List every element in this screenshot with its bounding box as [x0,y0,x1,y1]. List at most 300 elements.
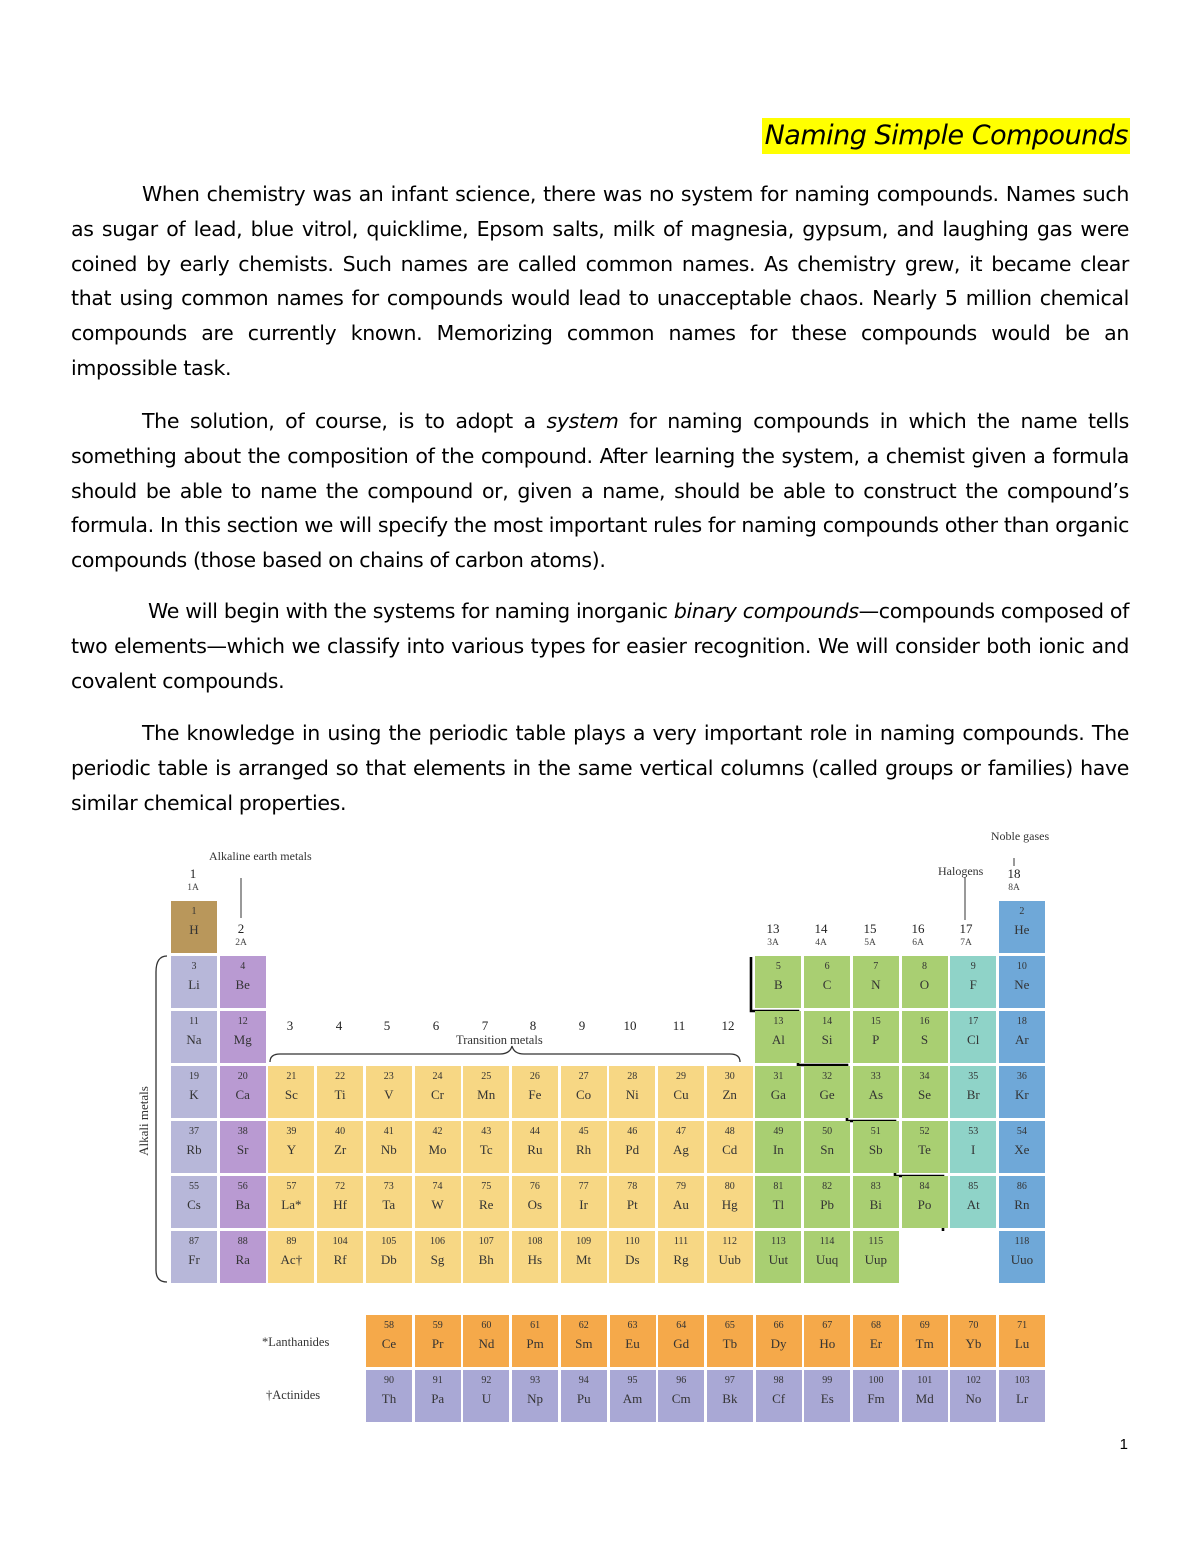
element-cell-sc [268,1066,314,1118]
element-cell-w [415,1176,461,1228]
element-cell-au [658,1176,704,1228]
element-symbol: U [481,1391,492,1406]
element-cell-uup [853,1231,899,1283]
group-number: 12 [721,1018,735,1033]
group-number: 15 [863,921,877,936]
element-symbol: Uut [768,1252,789,1267]
element-symbol: Pu [576,1391,591,1406]
atomic-number: 46 [627,1126,638,1137]
atomic-number: 41 [383,1126,394,1137]
transition-metals-brace [270,1046,740,1062]
group-subtitle: 5A [864,938,876,948]
element-symbol: Au [673,1197,689,1212]
atomic-number: 83 [870,1181,881,1192]
atomic-number: 104 [332,1236,348,1247]
atomic-number: 17 [968,1016,979,1027]
atomic-number: 12 [237,1016,248,1027]
atomic-number: 25 [481,1071,492,1082]
atomic-number: 6 [824,961,830,972]
element-cell-db [366,1231,412,1283]
group-subtitle: 4A [815,938,827,948]
atomic-number: 5 [775,961,781,972]
element-symbol: Er [869,1336,883,1351]
paragraph-system [71,404,1129,578]
element-cell-y [268,1121,314,1173]
atomic-number: 73 [383,1181,394,1192]
element-symbol: Th [381,1391,397,1406]
element-symbol: Sb [868,1142,883,1157]
element-cell-f [950,956,996,1008]
actinide-cell-no [950,1370,996,1422]
group-number: 18 [1007,866,1021,881]
element-symbol: Nd [478,1336,495,1351]
actinides-label: †Actinides [266,1388,321,1402]
atomic-number: 58 [384,1320,394,1331]
actinide-cell-cf [756,1370,802,1422]
element-symbol: Tm [915,1336,934,1351]
element-cell-ne [999,956,1045,1008]
element-symbol: Db [380,1252,397,1267]
lanthanide-cell-tm [902,1315,948,1367]
atomic-number: 96 [676,1375,687,1386]
element-symbol: Ne [1014,977,1030,992]
metalloid-staircase-line [751,957,943,1231]
element-symbol: Bk [722,1391,738,1406]
element-symbol: Cs [187,1197,201,1212]
atomic-number: 13 [773,1016,784,1027]
element-symbol: P [872,1032,880,1047]
actinide-cell-es [804,1370,850,1422]
atomic-number: 10 [1016,961,1027,972]
element-cell-fe [512,1066,558,1118]
lanthanide-cell-dy [756,1315,802,1367]
atomic-number: 56 [237,1181,248,1192]
atomic-number: 75 [481,1181,492,1192]
element-symbol: Lu [1014,1336,1030,1351]
element-cell-be [220,956,266,1008]
atomic-number: 3 [191,961,197,972]
element-cell-te [902,1121,948,1173]
atomic-number: 1 [191,906,197,917]
element-cell-sb [853,1121,899,1173]
alkaline-earth-label: Alkaline earth metals [209,849,312,863]
atomic-number: 45 [578,1126,589,1137]
element-symbol: Si [821,1032,833,1047]
element-cell-as [853,1066,899,1118]
atomic-number: 8 [922,961,927,972]
atomic-number: 80 [724,1181,735,1192]
group-subtitle: 3A [767,938,779,948]
element-symbol: V [384,1087,394,1102]
lanthanide-cell-nd [463,1315,509,1367]
actinide-cell-fm [853,1370,899,1422]
element-symbol: Cd [722,1142,738,1157]
atomic-number: 2 [1019,906,1025,917]
element-symbol: Ni [625,1087,639,1102]
atomic-number: 43 [481,1126,492,1137]
group-number: 16 [911,921,925,936]
atomic-number: 19 [189,1071,199,1082]
element-symbol: Al [771,1032,785,1047]
element-symbol: I [971,1142,976,1157]
atomic-number: 94 [578,1375,589,1386]
lanthanide-cell-ho [804,1315,850,1367]
element-symbol: Ga [770,1087,786,1102]
atomic-number: 54 [1016,1126,1027,1137]
group-subtitle: 7A [960,938,972,948]
atomic-number: 95 [627,1375,638,1386]
atomic-number: 79 [676,1181,686,1192]
element-cell-cu [658,1066,704,1118]
element-symbol: Pr [431,1336,444,1351]
group-subtitle: 8A [1008,883,1020,893]
atomic-number: 24 [432,1071,443,1082]
element-cell-pd [609,1121,655,1173]
atomic-number: 77 [578,1181,589,1192]
element-cell-in [755,1121,801,1173]
atomic-number: 30 [724,1071,735,1082]
element-symbol: Sc [284,1087,298,1102]
atomic-number: 40 [335,1126,346,1137]
element-symbol: Cl [967,1032,980,1047]
atomic-number: 42 [432,1126,443,1137]
element-symbol: Cu [673,1087,689,1102]
element-symbol: Yb [965,1336,982,1351]
element-cell-ag [658,1121,704,1173]
lanthanide-cell-sm [561,1315,607,1367]
element-symbol: Cr [431,1087,444,1102]
atomic-number: 9 [970,961,976,972]
atomic-number: 113 [771,1236,786,1247]
atomic-number: 78 [627,1181,638,1192]
element-cell-kr [999,1066,1045,1118]
element-symbol: Ho [819,1336,836,1351]
atomic-number: 118 [1014,1236,1030,1247]
element-cell-h [171,901,217,953]
element-symbol: Rg [673,1252,689,1267]
element-cell-uut [755,1231,801,1283]
element-symbol: Be [235,977,250,992]
atomic-number: 111 [673,1236,689,1247]
element-cell-ge [804,1066,850,1118]
element-cell-sn [804,1121,850,1173]
element-symbol: Rh [576,1142,592,1157]
element-symbol: S [920,1032,929,1047]
element-symbol: Kr [1015,1087,1029,1102]
element-cell-al [755,1011,801,1063]
group-subtitle: 2A [235,938,247,948]
element-cell-fr [171,1231,217,1283]
group-number: 8 [529,1018,537,1033]
paragraph-text: The solution, of course, is to adopt a system for naming compounds in which the name tells something about the composition of the compound. After learning the system, a chemist given a formula should be able to name the compound or, given a name, should be able to construct the compound’s formula. In this section we will specify the most important rules for naming compounds other than organic compounds (those based on chains of carbon atoms). [71,409,1129,573]
group-number: 17 [959,921,973,936]
element-cell-mo [415,1121,461,1173]
element-cell-ds [609,1231,655,1283]
element-symbol: Pb [820,1197,834,1212]
element-symbol: Bh [478,1252,494,1267]
group-number: 1 [189,866,197,881]
atomic-number: 76 [529,1181,540,1192]
element-cell-n [853,956,899,1008]
atomic-number: 67 [822,1320,833,1331]
group-number: 11 [672,1018,686,1033]
atomic-number: 103 [1014,1375,1030,1386]
element-symbol: Dy [770,1336,787,1351]
element-cell-po [902,1176,948,1228]
atomic-number: 26 [529,1071,540,1082]
element-symbol: Ac† [280,1252,303,1267]
page-title: Naming Simple Compounds [762,118,1130,154]
atomic-number: 15 [870,1016,881,1027]
element-cell-tl [755,1176,801,1228]
atomic-number: 70 [968,1320,979,1331]
group-number: 7 [481,1018,489,1033]
lanthanide-cell-pr [415,1315,461,1367]
element-symbol: F [969,977,977,992]
element-symbol: Fr [188,1252,200,1267]
noble-gases-label: Noble gases [990,829,1050,843]
lanthanide-cell-yb [950,1315,996,1367]
atomic-number: 86 [1016,1181,1027,1192]
group-subtitle: 6A [912,938,924,948]
element-cell-os [512,1176,558,1228]
element-cell-pt [609,1176,655,1228]
element-symbol: Mg [233,1032,252,1047]
atomic-number: 52 [919,1126,930,1137]
atomic-number: 69 [919,1320,930,1331]
element-symbol: N [871,977,881,992]
element-cell-hf [317,1176,363,1228]
element-symbol: Ds [625,1252,640,1267]
atomic-number: 107 [478,1236,494,1247]
element-cell-o [902,956,948,1008]
atomic-number: 31 [773,1071,784,1082]
atomic-number: 84 [919,1181,930,1192]
element-cell-tc [463,1121,509,1173]
element-symbol: Bi [869,1197,882,1212]
element-cell-at [950,1176,996,1228]
actinide-cell-pa [415,1370,461,1422]
element-cell-he [999,901,1045,953]
italic-term: binary compounds [673,599,859,623]
element-symbol: Re [478,1197,494,1212]
atomic-number: 49 [773,1126,784,1137]
element-symbol: Sn [820,1142,834,1157]
element-symbol: Pt [626,1197,638,1212]
atomic-number: 105 [381,1236,397,1247]
element-symbol: Ra [235,1252,250,1267]
group-number: 3 [286,1018,294,1033]
element-cell-se [902,1066,948,1118]
element-symbol: Fm [867,1391,885,1406]
atomic-number: 85 [968,1181,979,1192]
atomic-number: 59 [432,1320,443,1331]
element-symbol: Mo [428,1142,447,1157]
atomic-number: 91 [432,1375,443,1386]
element-cell-ar [999,1011,1045,1063]
element-symbol: Ag [673,1142,689,1157]
italic-term: system [546,409,619,433]
element-symbol: Ti [334,1087,346,1102]
paragraph-text: The knowledge in using the periodic table plays a very important role in naming compounds. The periodic table is arranged so that elements in the same vertical columns (called groups or families) have similar chemical properties. [71,721,1129,815]
element-cell-b [755,956,801,1008]
element-cell-ba [220,1176,266,1228]
atomic-number: 106 [430,1236,445,1247]
element-cell-v [366,1066,412,1118]
paragraph-common-names [71,177,1129,386]
lanthanide-cell-gd [658,1315,704,1367]
atomic-number: 33 [870,1071,881,1082]
element-symbol: Hs [527,1252,543,1267]
atomic-number: 72 [335,1181,346,1192]
atomic-number: 27 [578,1071,589,1082]
atomic-number: 22 [335,1071,346,1082]
element-cell-c [804,956,850,1008]
element-symbol: Ir [579,1197,588,1212]
element-symbol: Se [918,1087,931,1102]
element-symbol: Nb [380,1142,397,1157]
element-symbol: Tb [722,1336,738,1351]
element-symbol: In [772,1142,784,1157]
element-cell-mn [463,1066,509,1118]
atomic-number: 82 [822,1181,833,1192]
element-symbol: Pd [625,1142,640,1157]
atomic-number: 90 [384,1375,394,1386]
alkali-metals-label: Alkali metals [136,1086,151,1156]
group-subtitle: 1A [187,883,199,893]
element-symbol: Li [188,977,200,992]
atomic-number: 28 [627,1071,638,1082]
atomic-number: 92 [481,1375,492,1386]
element-symbol: Na [186,1032,202,1047]
element-cell-ni [609,1066,655,1118]
atomic-number: 55 [189,1181,199,1192]
atomic-number: 89 [286,1236,297,1247]
element-cell-sr [220,1121,266,1173]
atomic-number: 114 [819,1236,835,1247]
element-cell-zn [707,1066,753,1118]
element-cell-k [171,1066,217,1118]
atomic-number: 110 [624,1236,640,1247]
element-symbol: Xe [1014,1142,1030,1157]
element-symbol: Po [917,1197,932,1212]
atomic-number: 98 [773,1375,784,1386]
element-symbol: Ar [1015,1032,1029,1047]
atomic-number: 65 [724,1320,735,1331]
element-symbol: Fe [528,1087,542,1102]
atomic-number: 100 [868,1375,884,1386]
actinide-cell-md [902,1370,948,1422]
element-cell-uuq [804,1231,850,1283]
element-symbol: Sg [430,1252,445,1267]
element-symbol: Md [915,1391,934,1406]
element-symbol: Es [820,1391,834,1406]
actinide-cell-bk [707,1370,753,1422]
element-cell-p [853,1011,899,1063]
element-symbol: No [965,1391,982,1406]
lanthanide-cell-er [853,1315,899,1367]
element-cell-ti [317,1066,363,1118]
atomic-number: 50 [822,1126,833,1137]
element-symbol: Br [966,1087,980,1102]
element-symbol: At [966,1197,980,1212]
element-cell-bh [463,1231,509,1283]
atomic-number: 101 [917,1375,933,1386]
element-cell-cl [950,1011,996,1063]
actinide-cell-th [366,1370,412,1422]
lanthanides-label: *Lanthanides [262,1335,330,1349]
element-cell-ac [268,1231,314,1283]
group-number: 2 [237,921,245,936]
element-cell-ir [561,1176,607,1228]
element-cell-bi [853,1176,899,1228]
element-symbol: Cf [772,1391,786,1406]
paragraph-text: When chemistry was an infant science, there was no system for naming compounds. Names such as sugar of lead, blue vitrol, quicklime, Epsom salts, milk of magnesia, gypsum, and laughing gas were coined by early chemists. Such names are called common names. As chemistry grew, it became clear that using common names for compounds would lead to unacceptable chaos. Nearly 5 million chemical compounds are currently known. Memorizing common names for these compounds would be an impossible task. [71,182,1129,380]
title-container [0,118,1130,154]
element-symbol: Ba [235,1197,250,1212]
element-symbol: Zr [333,1142,347,1157]
atomic-number: 64 [676,1320,687,1331]
element-symbol: B [774,977,783,992]
element-cell-li [171,956,217,1008]
element-cell-rb [171,1121,217,1173]
paragraph-binary-compounds [71,594,1129,698]
atomic-number: 74 [432,1181,443,1192]
element-cell-ru [512,1121,558,1173]
atomic-number: 47 [676,1126,686,1137]
lanthanide-cell-tb [707,1315,753,1367]
element-cell-mt [561,1231,607,1283]
group-number: 6 [432,1018,440,1033]
group-number: 10 [623,1018,637,1033]
element-cell-ga [755,1066,801,1118]
element-symbol: Hf [333,1197,347,1212]
atomic-number: 35 [968,1071,979,1082]
group-number: 14 [814,921,828,936]
element-symbol: La* [281,1197,302,1212]
atomic-number: 4 [240,961,246,972]
atomic-number: 44 [529,1126,540,1137]
atomic-number: 16 [919,1016,930,1027]
element-symbol: Uup [864,1252,887,1267]
atomic-number: 20 [237,1071,248,1082]
element-cell-si [804,1011,850,1063]
atomic-number: 112 [722,1236,737,1247]
element-symbol: Ta [382,1197,396,1212]
element-symbol: Rf [333,1252,347,1267]
atomic-number: 48 [724,1126,735,1137]
atomic-number: 99 [822,1375,833,1386]
lanthanide-cell-pm [512,1315,558,1367]
element-symbol: Cm [671,1391,691,1406]
paragraph-periodic-table [71,716,1129,820]
element-cell-rf [317,1231,363,1283]
element-symbol: Rb [186,1142,202,1157]
element-cell-s [902,1011,948,1063]
element-cell-ca [220,1066,266,1118]
halogens-label: Halogens [938,864,984,878]
element-symbol: Sr [236,1142,249,1157]
element-symbol: O [919,977,930,992]
actinide-cell-u [463,1370,509,1422]
group-number: 4 [335,1018,343,1033]
element-cell-xe [999,1121,1045,1173]
actinide-cell-lr [999,1370,1045,1422]
atomic-number: 62 [578,1320,589,1331]
atomic-number: 81 [773,1181,784,1192]
element-symbol: Sm [575,1336,593,1351]
element-cell-uuo [999,1231,1045,1283]
